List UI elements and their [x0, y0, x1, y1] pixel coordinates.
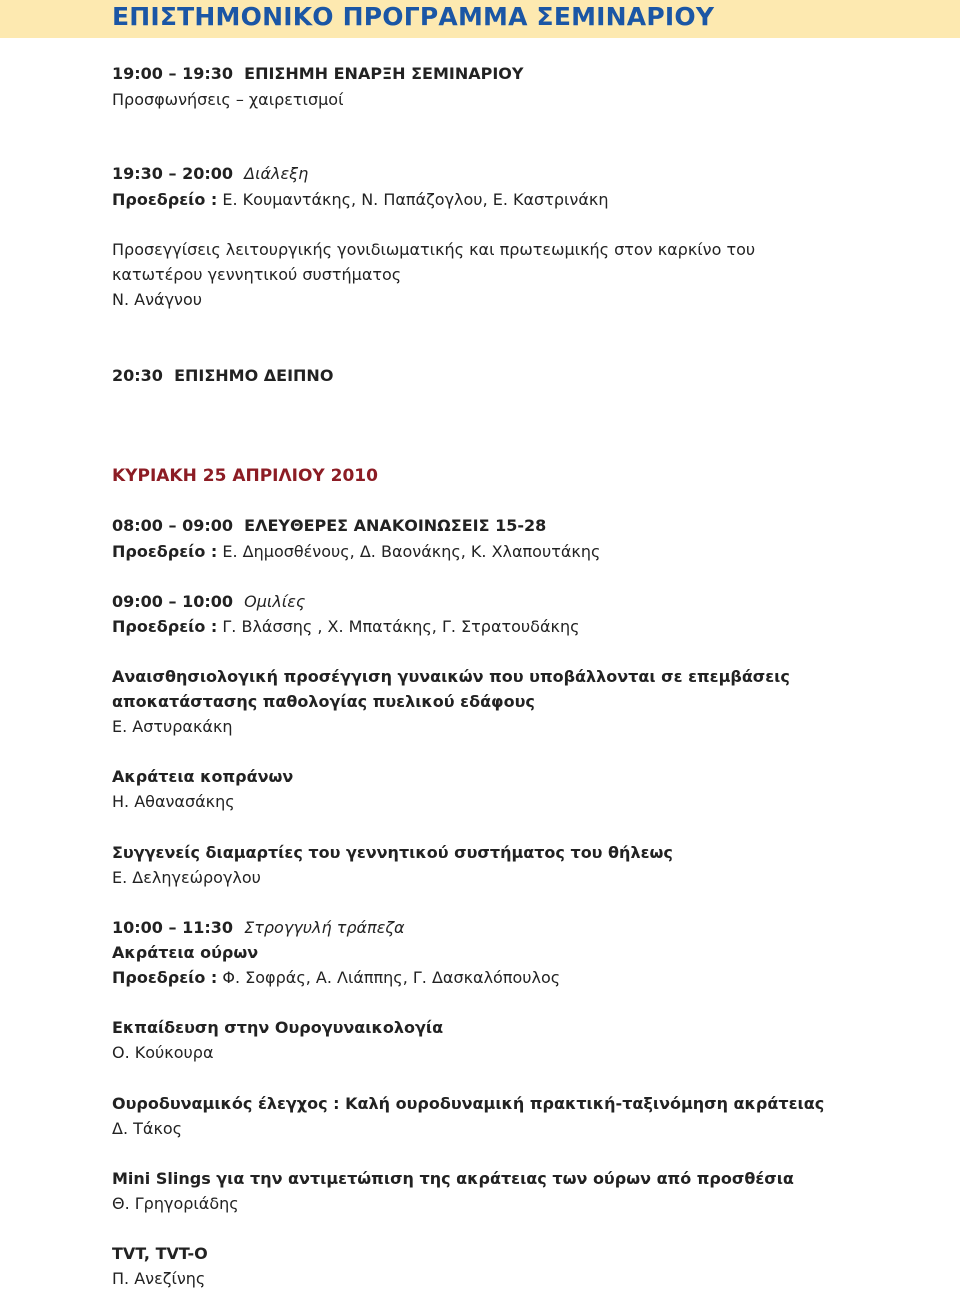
dinner-heading: ΕΠΙΣΗΜΟ ΔΕΙΠΝΟ	[174, 366, 334, 385]
opening-line	[112, 64, 524, 84]
talks-chairs-label: Προεδρείο :	[112, 617, 218, 636]
roundtable-line	[112, 918, 405, 938]
talk3-speaker: Ε. Δεληγεώρογλου	[112, 868, 261, 887]
rt1-title: Εκπαίδευση στην Ουρογυναικολογία	[112, 1018, 444, 1037]
lecture-type: Διάλεξη	[244, 164, 309, 183]
rt4-speaker: Π. Ανεζίνης	[112, 1269, 206, 1288]
talk1-speaker: Ε. Αστυρακάκη	[112, 717, 233, 736]
lecture-line	[112, 164, 308, 184]
roundtable-chairs-line	[112, 968, 560, 988]
dinner-line	[112, 366, 333, 386]
page-title: ΕΠΙΣΤΗΜΟΝΙΚΟ ΠΡΟΓΡΑΜΜΑ ΣΕΜΙΝΑΡΙΟΥ	[112, 2, 715, 31]
lecture-title-line1: Προσεγγίσεις λειτουργικής γονιδιωματικής και πρωτεωμικής στον καρκίνο του	[112, 240, 756, 259]
rt2-speaker: Δ. Τάκος	[112, 1119, 183, 1138]
lecture-speaker: Ν. Ανάγνου	[112, 290, 203, 309]
talk1-title-line2: αποκατάστασης παθολογίας πυελικού εδάφους	[112, 692, 535, 711]
talk3-title: Συγγενείς διαμαρτίες του γεννητικού συστήματος του θήλεως	[112, 843, 673, 862]
roundtable-time: 10:00 – 11:30	[112, 918, 233, 937]
talks-chairs: Γ. Βλάσσης , Χ. Μπατάκης, Γ. Στρατουδάκης	[222, 617, 580, 636]
rt1-speaker: Ο. Κούκουρα	[112, 1043, 214, 1062]
rt4-title: TVT, TVT-O	[112, 1244, 208, 1263]
talks-type: Ομιλίες	[244, 592, 306, 611]
talk2-title: Ακράτεια κοπράνων	[112, 767, 294, 786]
rt3-title: Mini Slings για την αντιμετώπιση της ακράτειας των ούρων από προσθέσια	[112, 1169, 794, 1188]
talk2-speaker: Η. Αθανασάκης	[112, 792, 235, 811]
talks-time: 09:00 – 10:00	[112, 592, 233, 611]
talks-line	[112, 592, 305, 612]
lecture-chairs: Ε. Κουμαντάκης, Ν. Παπάζογλου, Ε. Καστρινάκη	[222, 190, 609, 209]
opening-heading: ΕΠΙΣΗΜΗ ΕΝΑΡΞΗ ΣΕΜΙΝΑΡΙΟΥ	[244, 64, 524, 83]
roundtable-subject: Ακράτεια ούρων	[112, 943, 259, 962]
free-chairs-label: Προεδρείο :	[112, 542, 218, 561]
free-chairs-line	[112, 542, 600, 562]
talk1-title-line1: Αναισθησιολογική προσέγγιση γυναικών που υποβάλλονται σε επεμβάσεις	[112, 667, 790, 686]
free-time: 08:00 – 09:00	[112, 516, 233, 535]
roundtable-chairs-label: Προεδρείο :	[112, 968, 218, 987]
roundtable-type: Στρογγυλή τράπεζα	[244, 918, 405, 937]
free-line	[112, 516, 546, 536]
rt3-speaker: Θ. Γρηγοριάδης	[112, 1194, 239, 1213]
roundtable-chairs: Φ. Σοφράς, Α. Λιάππης, Γ. Δασκαλόπουλος	[222, 968, 561, 987]
opening-time: 19:00 – 19:30	[112, 64, 233, 83]
dinner-time: 20:30	[112, 366, 163, 385]
talks-chairs-line	[112, 617, 579, 637]
free-chairs: Ε. Δημοσθένους, Δ. Βαονάκης, Κ. Χλαπουτάκης	[222, 542, 601, 561]
lecture-chairs-label: Προεδρείο :	[112, 190, 218, 209]
lecture-time: 19:30 – 20:00	[112, 164, 233, 183]
lecture-chairs-line	[112, 190, 608, 210]
rt2-title: Ουροδυναμικός έλεγχος : Καλή ουροδυναμική πρακτική-ταξινόμηση ακράτειας	[112, 1094, 825, 1113]
lecture-title-line2: κατωτέρου γεννητικού συστήματος	[112, 265, 402, 284]
opening-sub: Προσφωνήσεις – χαιρετισμοί	[112, 90, 344, 109]
day2-heading: ΚΥΡΙΑΚΗ 25 ΑΠΡΙΛΙΟΥ 2010	[112, 466, 378, 486]
free-heading: ΕΛΕΥΘΕΡΕΣ ΑΝΑΚΟΙΝΩΣΕΙΣ 15-28	[244, 516, 547, 535]
